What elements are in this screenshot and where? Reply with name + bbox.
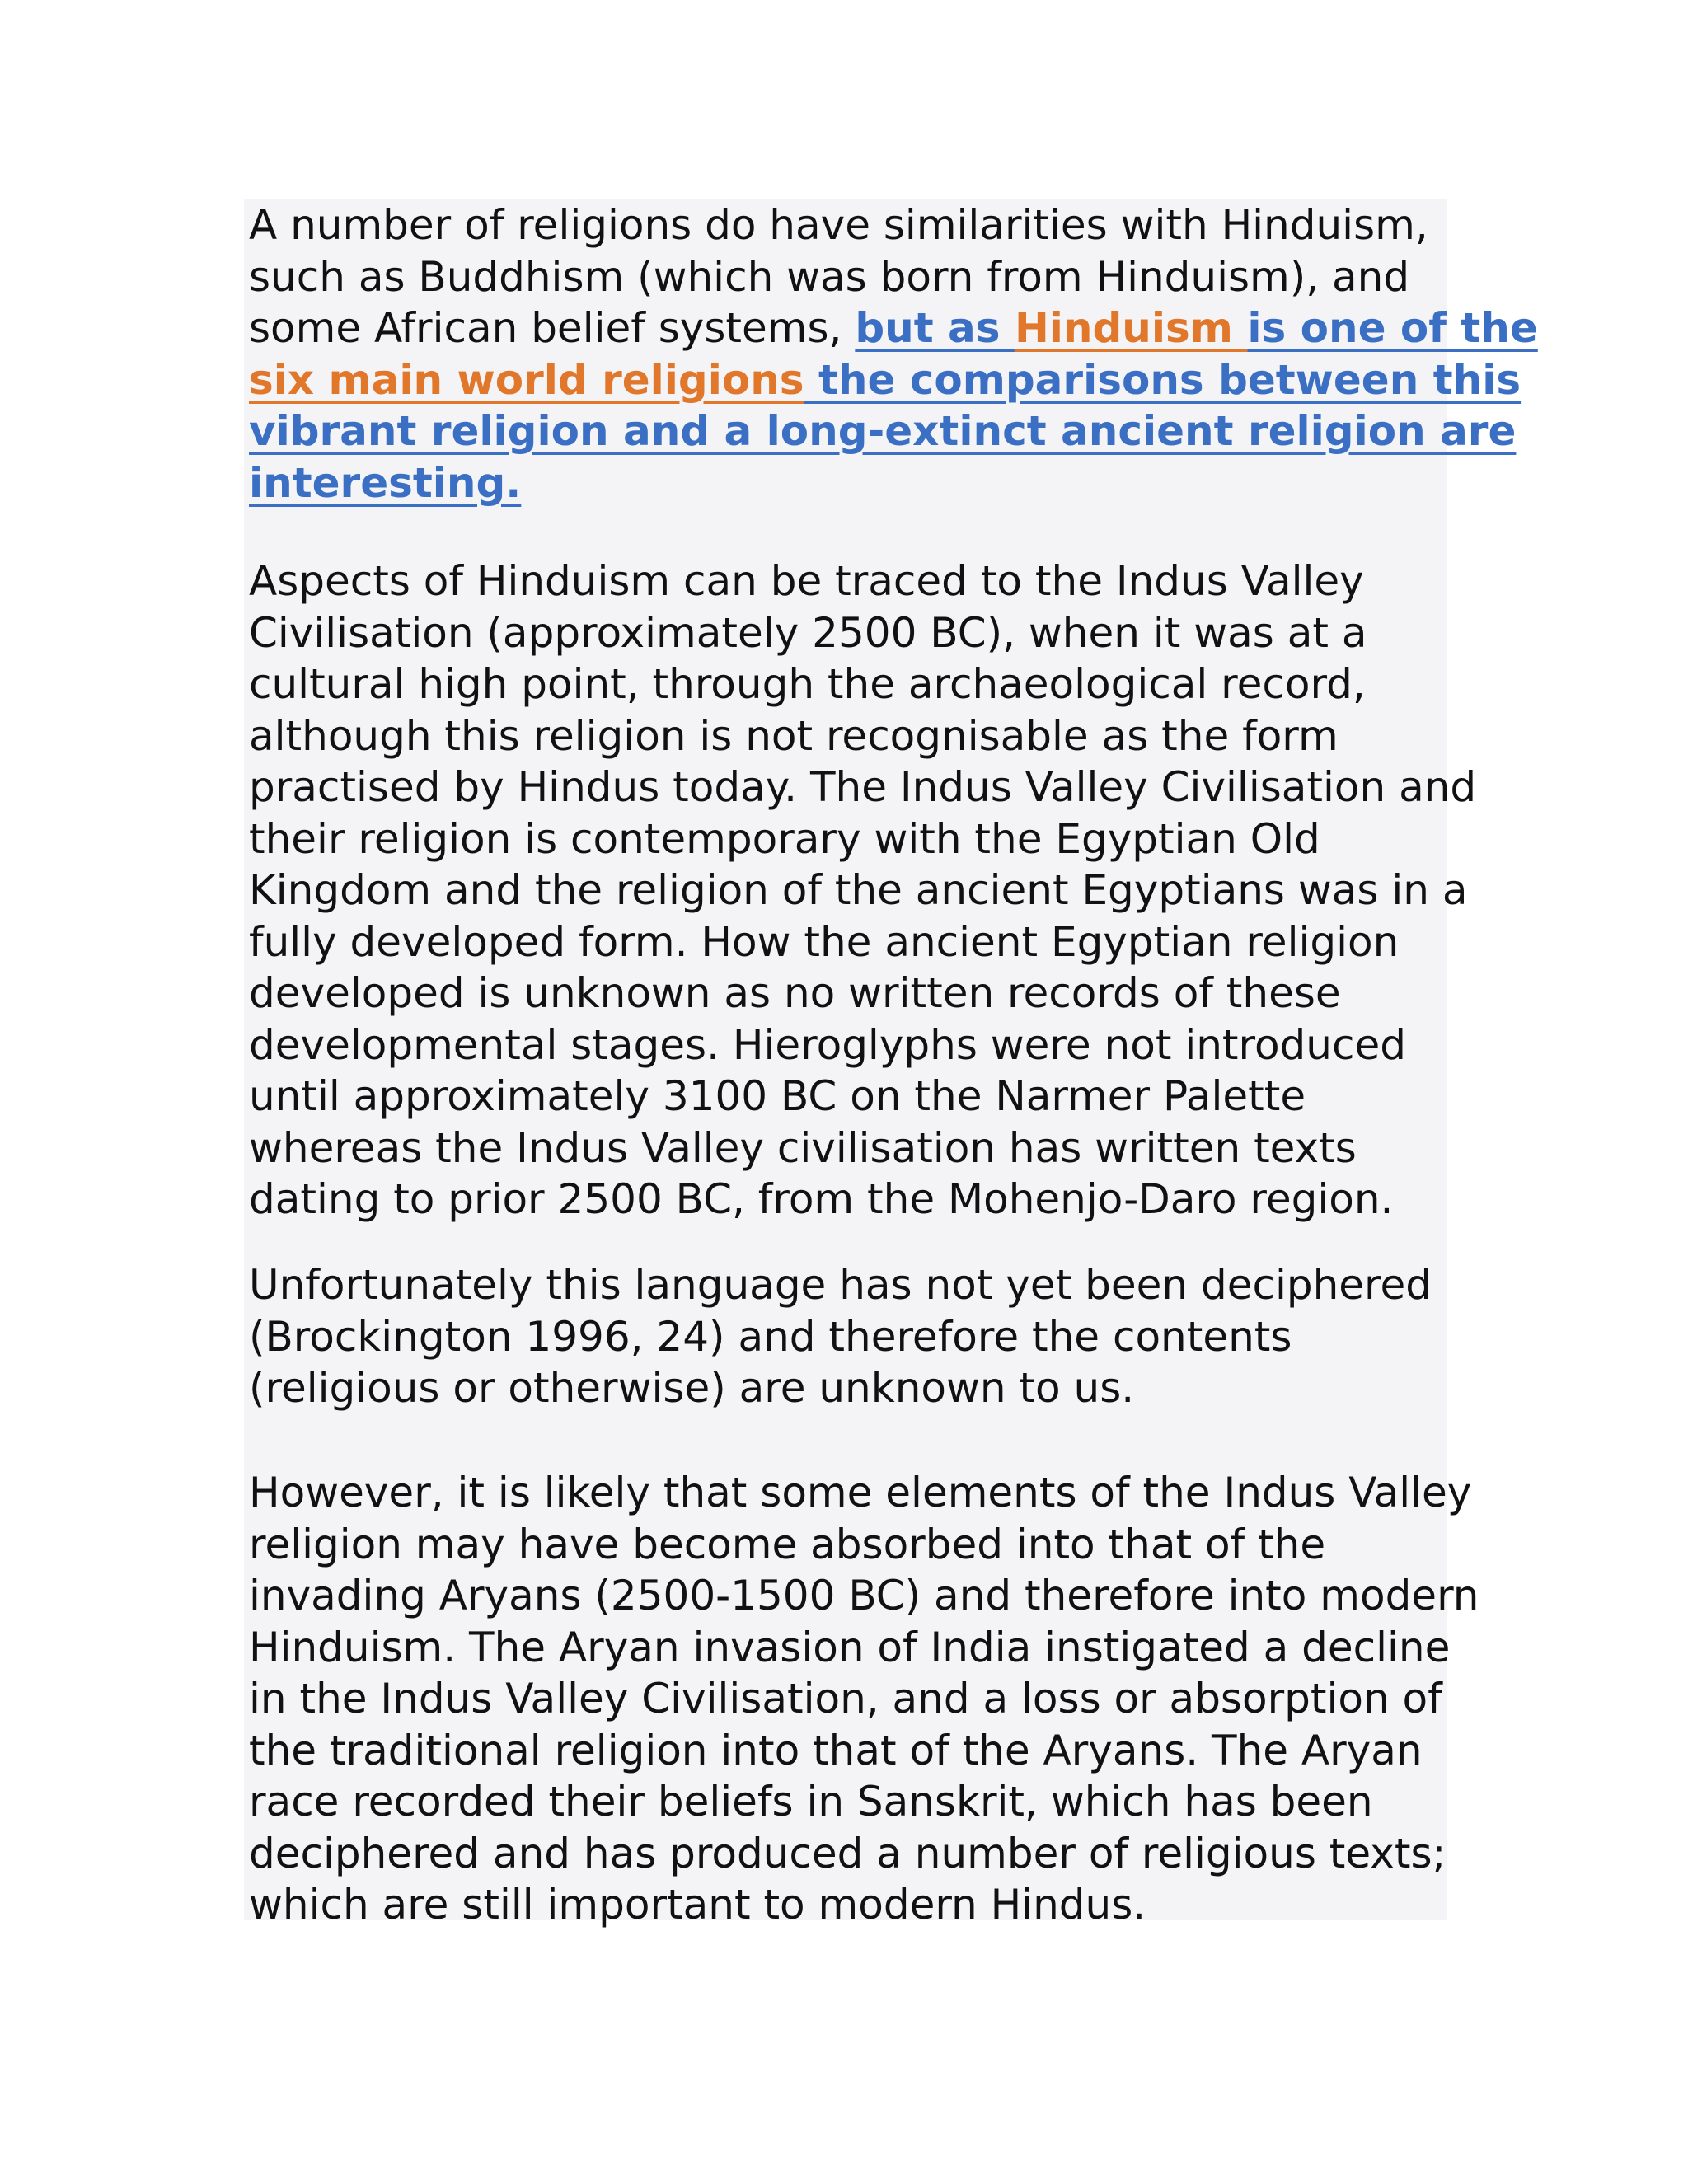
paragraph-2-line: until approximately 3100 BC on the Narmer Palette <box>249 1072 1306 1120</box>
paragraph-3-line: (religious or otherwise) are unknown to us. <box>249 1364 1135 1412</box>
paragraph-4-line: race recorded their beliefs in Sanskrit, which has been <box>249 1778 1373 1825</box>
paragraph-1-line-3 <box>249 302 1538 354</box>
paragraph-2-line: developed is unknown as no written records of these <box>249 969 1341 1017</box>
paragraph-4-line: Hinduism. The Aryan invasion of India instigated a decline <box>249 1623 1451 1671</box>
paragraph-1-line-1: A number of religions do have similarities with Hinduism, <box>249 201 1428 249</box>
paragraph-2 <box>249 555 1476 1226</box>
paragraph-4-line: the traditional religion into that of the Aryans. The Aryan <box>249 1726 1423 1774</box>
paragraph-4-line: which are still important to modern Hindus. <box>249 1881 1146 1929</box>
highlighted-text-blue: the comparisons between this <box>804 355 1522 404</box>
paragraph-2-line: dating to prior 2500 BC, from the Mohenjo-Daro region. <box>249 1175 1394 1223</box>
paragraph-4 <box>249 1467 1479 1931</box>
paragraph-2-line: Kingdom and the religion of the ancient Egyptians was in a <box>249 866 1468 914</box>
paragraph-4-line: deciphered and has produced a number of religious texts; <box>249 1829 1447 1877</box>
highlighted-text-orange: six main world religions <box>249 355 804 404</box>
highlighted-text-blue: vibrant religion and a long-extinct ancient religion are <box>249 407 1517 455</box>
paragraph-4-line: However, it is likely that some elements of the Indus Valley <box>249 1469 1472 1516</box>
paragraph-4-line: in the Indus Valley Civilisation, and a loss or absorption of <box>249 1675 1442 1722</box>
highlighted-text-blue: interesting. <box>249 458 522 507</box>
paragraph-4-line: invading Aryans (2500-1500 BC) and therefore into modern <box>249 1572 1479 1619</box>
paragraph-2-line: fully developed form. How the ancient Egyptian religion <box>249 917 1400 966</box>
paragraph-3-line: Unfortunately this language has not yet been deciphered <box>249 1261 1432 1309</box>
paragraph-2-line: their religion is contemporary with the Egyptian Old <box>249 814 1320 863</box>
paragraph-3 <box>249 1259 1432 1414</box>
paragraph-1-line-3-text: some African belief systems, <box>249 304 856 352</box>
paragraph-3-line: (Brockington 1996, 24) and therefore the contents <box>249 1312 1292 1361</box>
text-block <box>244 199 1538 1929</box>
highlighted-text-blue: is one of the <box>1247 304 1538 352</box>
paragraph-2-line: cultural high point, through the archaeological record, <box>249 660 1366 708</box>
paragraph-1-line-6 <box>249 457 1538 509</box>
paragraph-1-line-4 <box>249 354 1538 406</box>
paragraph-2-line: practised by Hindus today. The Indus Valley Civilisation and <box>249 763 1477 811</box>
paragraph-1 <box>249 199 1538 509</box>
paragraph-2-line: whereas the Indus Valley civilisation has written texts <box>249 1123 1357 1172</box>
highlighted-text-orange: Hinduism <box>1014 304 1248 352</box>
highlighted-text-blue: but as <box>855 304 1015 352</box>
paragraph-4-line: religion may have become absorbed into that of the <box>249 1520 1326 1568</box>
paragraph-2-line: developmental stages. Hieroglyphs were not introduced <box>249 1020 1406 1069</box>
paragraph-1-line-2: such as Buddhism (which was born from Hinduism), and <box>249 252 1410 301</box>
paragraph-2-line: although this religion is not recognisable as the form <box>249 711 1339 760</box>
paragraph-2-line: Civilisation (approximately 2500 BC), when it was at a <box>249 608 1367 657</box>
paragraph-1-line-5 <box>249 405 1538 457</box>
paragraph-2-line: Aspects of Hinduism can be traced to the Indus Valley <box>249 557 1364 605</box>
